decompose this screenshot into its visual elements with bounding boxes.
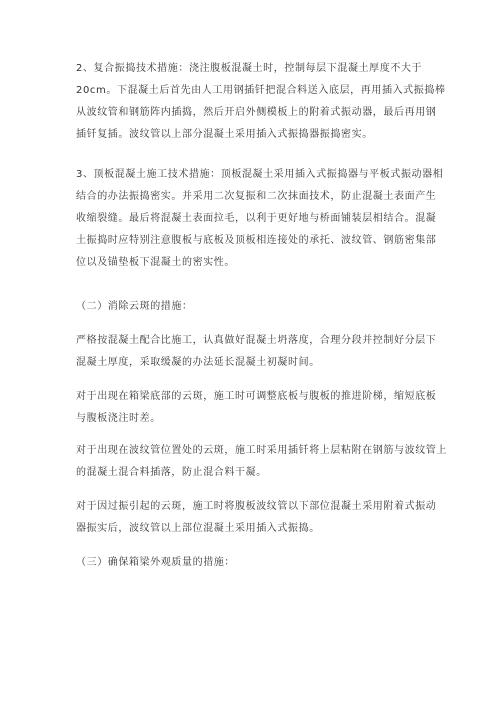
text-line: 位以及锚垫板下混凝土的密实性。 xyxy=(76,257,235,268)
text-line: 结合的办法振捣密实。并采用二次复振和二次抹面技术，防止混凝土表面产生 xyxy=(76,191,437,202)
paragraph-duct-cloud-spot xyxy=(76,440,447,484)
text-line: 混凝土厚度，采取缓凝的办法延长混凝土初凝时间。 xyxy=(76,357,320,368)
paragraph-over-vibration-cloud-spot xyxy=(76,496,436,540)
text-line: 对于出现在波纹管位置处的云斑，施工时采用插钎将上层粘附在钢筋与波纹管上 xyxy=(76,445,447,456)
text-line: 3、顶板混凝土施工技术措施：顶板混凝土采用插入式振捣器与平板式振动器相 xyxy=(76,169,444,180)
paragraph-mix-ratio xyxy=(76,330,436,374)
text-line: 从波纹管和钢筋阵内插捣，然后开启外侧模板上的附着式振动器，最后再用钢 xyxy=(76,107,437,118)
paragraph-bottom-cloud-spot xyxy=(76,386,436,430)
text-line: 器振实后，波纹管以上部位混凝土采用插入式振捣。 xyxy=(76,523,320,534)
section-heading-appearance-quality xyxy=(76,552,436,574)
section-heading-cloud-spot xyxy=(76,296,436,318)
text-line: 插钎复插。波纹管以上部分混凝土采用插入式振捣器振捣密实。 xyxy=(76,129,373,140)
text-line: 严格按混凝土配合比施工，认真做好混凝土坍落度，合理分段并控制好分层下 xyxy=(76,335,437,346)
paragraph-top-slab-concrete xyxy=(76,164,444,274)
text-line: 收缩裂缝。最后将混凝土表面拉毛，以利于更好地与桥面铺装层相结合。混凝 xyxy=(76,213,437,224)
text-line: 土振捣时应特别注意腹板与底板及顶板相连接处的承托、波纹管、钢筋密集部 xyxy=(76,235,437,246)
section-heading: （三）确保箱梁外观质量的措施： xyxy=(76,557,235,568)
text-line: 2、复合振捣技术措施：浇注腹板混凝土时，控制每层下混凝土厚度不大于 xyxy=(76,63,423,74)
paragraph-composite-vibration xyxy=(76,58,446,146)
text-line: 20cm。下混凝土后首先由人工用钢插钎把混合料送入底层，再用插入式振捣棒 xyxy=(76,85,446,96)
text-line: 的混凝土混合料插落，防止混合料干凝。 xyxy=(76,467,267,478)
section-heading: （二）消除云斑的措施： xyxy=(76,301,193,312)
text-line: 与腹板浇注时差。 xyxy=(76,413,161,424)
text-line: 对于出现在箱梁底部的云斑，施工时可调整底板与腹板的推进阶梯，缩短底板 xyxy=(76,391,437,402)
text-line: 对于因过振引起的云斑，施工时将腹板波纹管以下部位混凝土采用附着式振动 xyxy=(76,501,437,512)
